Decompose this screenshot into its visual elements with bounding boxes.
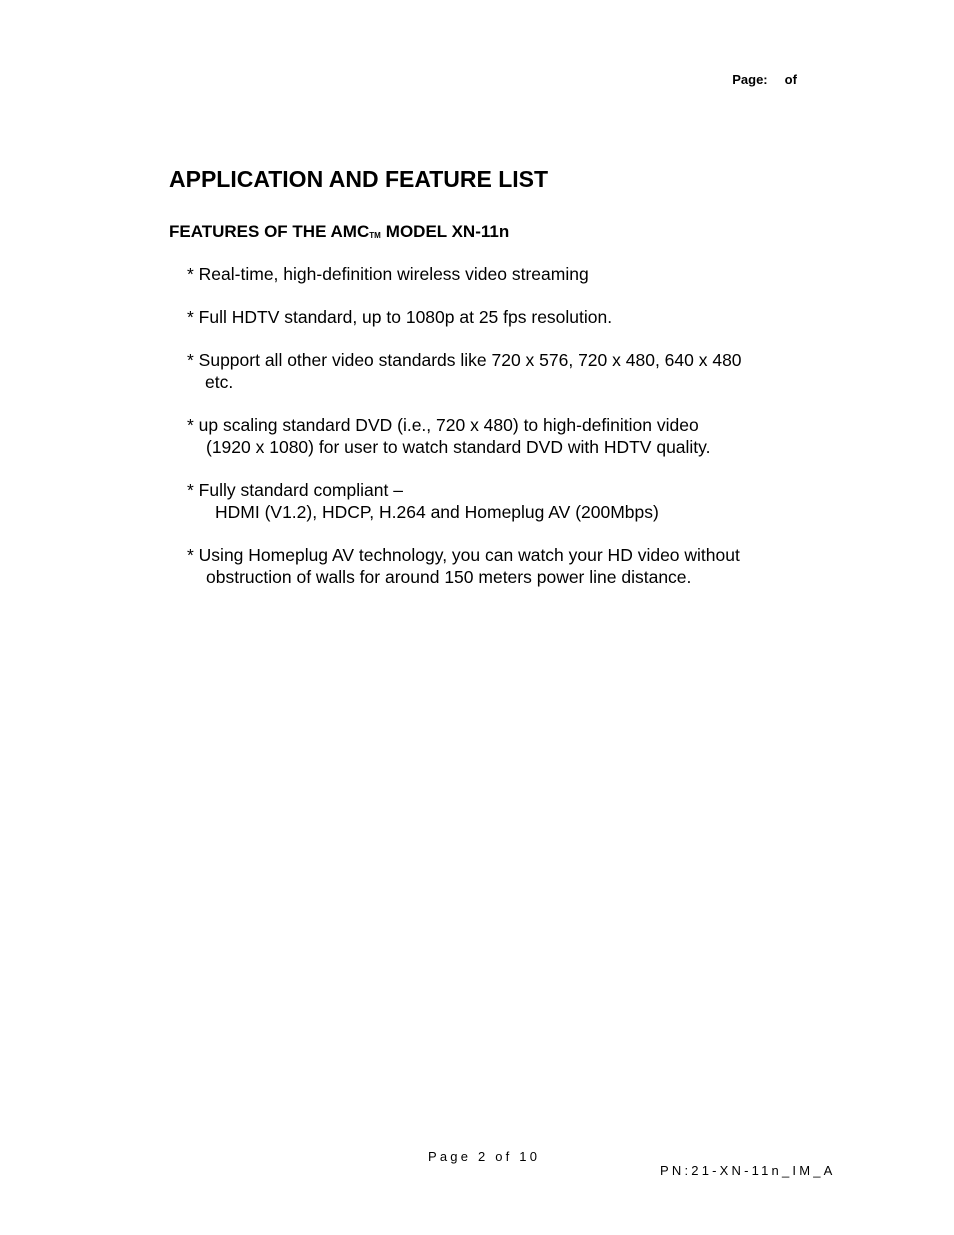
footer-page-number: Page 2 of 10 xyxy=(428,1149,541,1164)
feature-line-continuation: HDMI (V1.2), HDCP, H.264 and Homeplug AV (200Mbps) xyxy=(215,502,659,522)
feature-line-continuation: (1920 x 1080) for user to watch standard DVD with HDTV quality. xyxy=(206,437,711,457)
feature-line: * up scaling standard DVD (i.e., 720 x 480) to high-definition video xyxy=(187,415,699,435)
subheading-suffix: MODEL XN-11n xyxy=(385,222,510,241)
header-page-text: Page: xyxy=(732,72,768,87)
feature-line: * Full HDTV standard, up to 1080p at 25 fps resolution. xyxy=(187,307,613,327)
feature-line-continuation: obstruction of walls for around 150 meters power line distance. xyxy=(206,567,692,587)
feature-line: * Fully standard compliant – xyxy=(187,480,403,500)
feature-item xyxy=(187,544,827,588)
header-page-label xyxy=(725,57,797,87)
features-subheading xyxy=(169,222,509,242)
feature-line: * Real-time, high-definition wireless video streaming xyxy=(187,264,589,284)
feature-line: * Using Homeplug AV technology, you can watch your HD video without xyxy=(187,545,740,565)
feature-item xyxy=(187,479,827,523)
subheading-prefix: FEATURES OF THE AMC xyxy=(169,222,370,241)
page-title: APPLICATION AND FEATURE LIST xyxy=(169,166,549,192)
header-of-text: of xyxy=(784,72,797,87)
feature-line: * Support all other video standards like 720 x 576, 720 x 480, 640 x 480 xyxy=(187,350,742,370)
feature-item xyxy=(187,414,827,458)
feature-list xyxy=(187,263,827,609)
feature-item xyxy=(187,263,827,285)
trademark-mark: TM xyxy=(369,231,381,240)
feature-item xyxy=(187,306,827,328)
feature-line-continuation: etc. xyxy=(205,372,234,392)
feature-item xyxy=(187,349,827,393)
footer-part-number: PN:21-XN-11n_IM_A xyxy=(660,1163,836,1178)
